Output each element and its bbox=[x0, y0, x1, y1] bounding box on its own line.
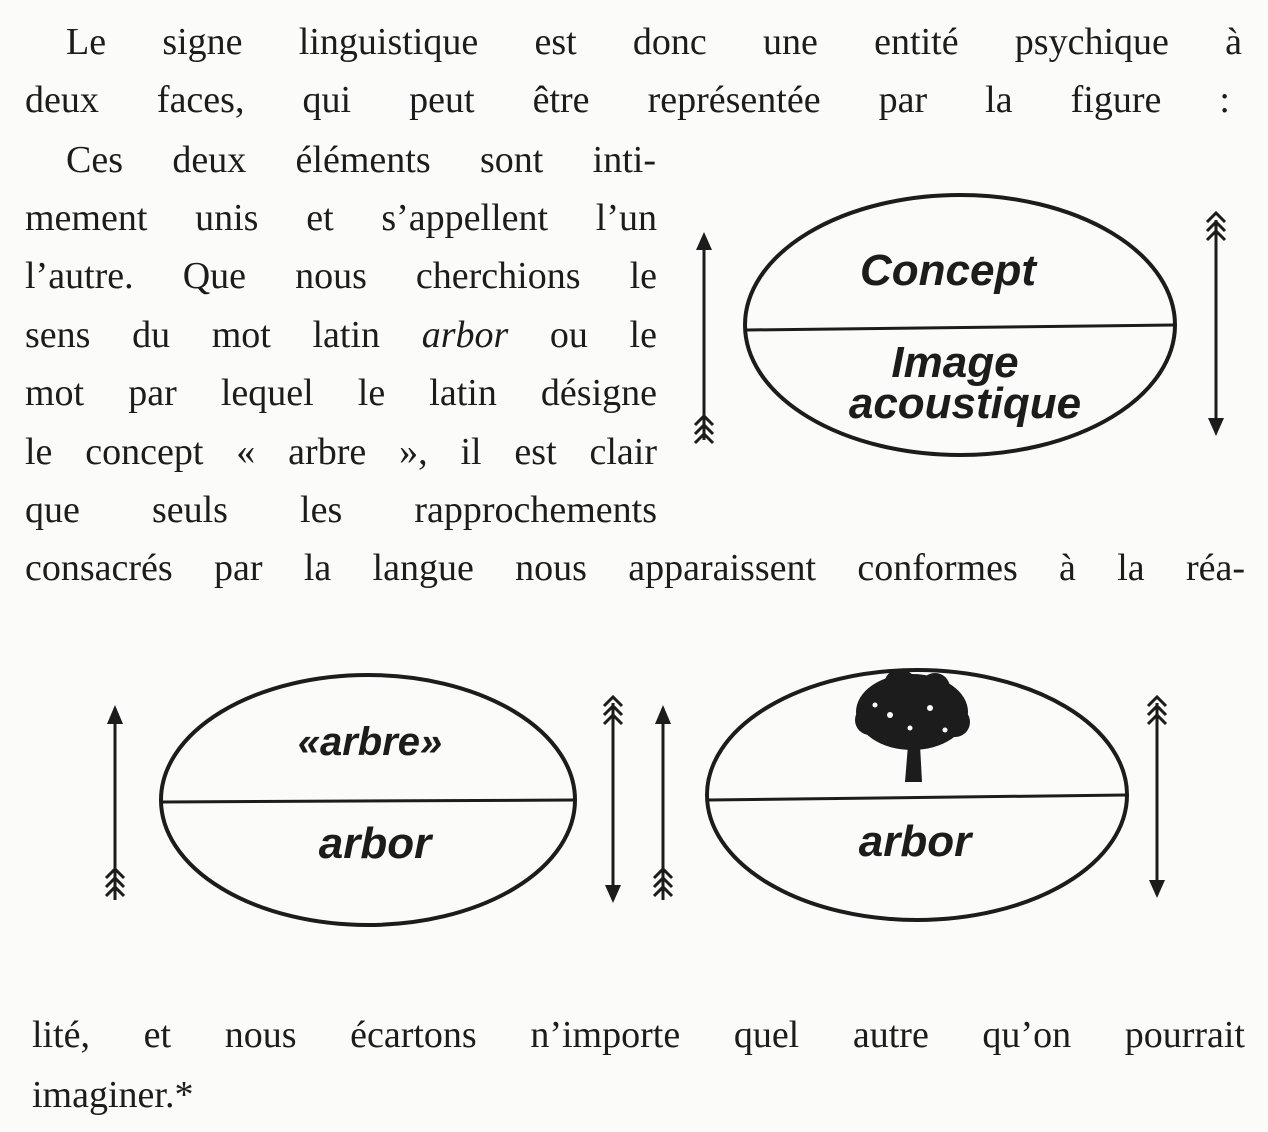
tree-icon bbox=[855, 669, 970, 782]
sign-diagram-main bbox=[695, 195, 1225, 455]
sign-diagram-tree bbox=[654, 669, 1166, 920]
sign-diagram-arbre bbox=[106, 675, 622, 925]
text-line: que seuls les rapprochements bbox=[25, 489, 657, 531]
divider-line bbox=[708, 795, 1126, 800]
text-line: mement unis et s’appellent l’un bbox=[25, 197, 657, 239]
divider-line bbox=[747, 325, 1173, 330]
italic-word: arbor bbox=[421, 314, 509, 356]
text-line: Le signe linguistique est donc une entité psychique à bbox=[66, 21, 1242, 63]
down-arrow-icon bbox=[1207, 213, 1225, 436]
divider-line bbox=[162, 800, 574, 802]
down-arrow-icon bbox=[1148, 697, 1166, 898]
arbre-label: «arbre» bbox=[297, 720, 443, 764]
text-line: deux faces, qui peut être représentée par la figure : bbox=[25, 79, 1230, 121]
text-line: l’autre. Que nous cherchions le bbox=[25, 255, 657, 297]
text-line: le concept « arbre », il est clair bbox=[25, 431, 657, 473]
up-arrow-icon bbox=[695, 232, 713, 443]
text-line: lité, et nous écartons n’importe quel autre qu’on pourrait bbox=[32, 1014, 1245, 1056]
text-run: ou le bbox=[508, 314, 657, 356]
text-line: consacrés par la langue nous apparaissent conformes à la réa- bbox=[25, 547, 1245, 589]
up-arrow-icon bbox=[654, 705, 672, 900]
concept-label: Concept bbox=[860, 246, 1036, 295]
acoustique-label: acoustique bbox=[848, 379, 1082, 428]
text-run: sens du mot latin bbox=[25, 314, 422, 356]
text-line: mot par lequel le latin désigne bbox=[25, 372, 657, 414]
up-arrow-icon bbox=[106, 705, 124, 900]
text-line: imaginer.* bbox=[32, 1074, 194, 1116]
arbor-label: arbor bbox=[318, 819, 432, 868]
image-label: Image bbox=[891, 338, 1019, 387]
down-arrow-icon bbox=[604, 697, 622, 903]
arbor-label: arbor bbox=[858, 817, 972, 866]
text-line: Ces deux éléments sont inti- bbox=[66, 139, 656, 181]
